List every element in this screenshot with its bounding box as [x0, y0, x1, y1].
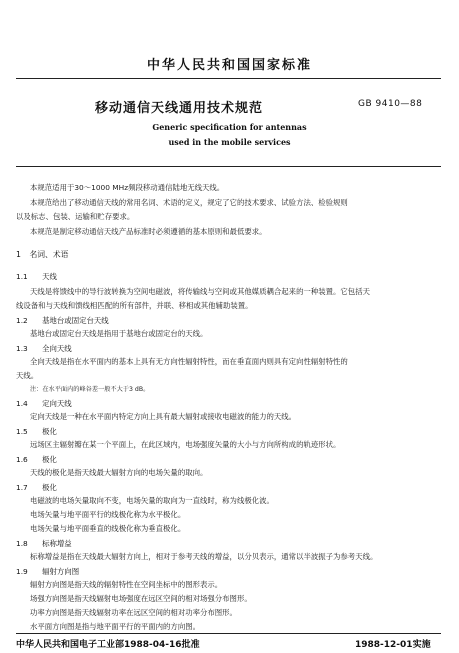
- term-title: 辐射方向图: [42, 567, 80, 576]
- approval-date: 中华人民共和国电子工业部1988-04-16批准: [16, 640, 200, 650]
- section-heading: [16, 249, 68, 260]
- term-title: 定向天线: [42, 399, 72, 408]
- term-heading: [16, 271, 57, 282]
- standard-name: 中华人民共和国国家标准: [146, 58, 312, 73]
- term-title: 基地台或固定台天线: [42, 316, 109, 325]
- term-heading: [16, 454, 57, 465]
- term-text: 电磁波的电场矢量取向不变，电场矢量的取向为一直线时，称为线极化波。: [30, 496, 274, 505]
- term-title: 全向天线: [42, 344, 72, 353]
- term-number: 1.7: [16, 483, 28, 492]
- term-text: 电场矢量与地平面平行的线极化称为水平极化。: [30, 510, 186, 519]
- english-title-line2: used in the mobile services: [168, 137, 291, 147]
- term-title: 极化: [42, 455, 57, 464]
- intro-line: 本规范适用于30～1000 MHz频段移动通信陆地无线天线。: [30, 183, 225, 192]
- header-rule: [16, 78, 441, 79]
- intro-line: 本规范给出了移动通信天线的常用名词、术语的定义，规定了它的技术要求、试验方法、检验规则: [30, 198, 348, 207]
- term-heading: [16, 315, 109, 326]
- term-heading: [16, 398, 72, 409]
- implementation-date: 1988-12-01实施: [355, 640, 431, 650]
- term-heading: [16, 566, 79, 577]
- term-text: 全向天线是指在水平面内的基本上具有无方向性辐射特性，而在垂直面内则具有定向性辐射特性的: [30, 357, 348, 366]
- term-heading: [16, 426, 57, 437]
- term-text: 水平面方向图是指与地平面平行的平面内的方向图。: [30, 622, 200, 631]
- term-text: 辐射方向图是指天线的辐射特性在空间坐标中的图形表示。: [30, 580, 223, 589]
- term-title: 极化: [42, 483, 57, 492]
- term-text: 线设备和与天线和馈线相匹配的所有部件，并联、移相或其他辅助装置。: [16, 301, 253, 310]
- term-heading: [16, 482, 57, 493]
- term-text: 天线。: [16, 371, 39, 380]
- term-text: 定向天线是一种在水平面内特定方向上具有最大辐射或接收电磁波的能力的天线。: [30, 412, 297, 421]
- term-number: 1.4: [16, 399, 28, 408]
- title-rule: [16, 166, 441, 167]
- term-text: 电场矢量与地平面垂直的线极化称为垂直极化。: [30, 524, 186, 533]
- english-title-line1: Generic specification for antennas: [152, 122, 307, 132]
- term-note: 注：在水平面内的峰谷差一般不大于3 dB。: [30, 386, 150, 393]
- term-number: 1.6: [16, 455, 28, 464]
- term-text: 天线是将馈线中的导行波转换为空间电磁波，将传输线与空间或其他媒质耦合起来的一种装置。它包括天: [30, 287, 370, 296]
- intro-line: 本规范是制定移动通信天线产品标准时必须遵循的基本原则和最低要求。: [30, 227, 267, 236]
- term-title: 标称增益: [42, 539, 72, 548]
- term-text: 天线的极化是指天线最大辐射方向的电场矢量的取向。: [30, 468, 208, 477]
- term-title: 极化: [42, 427, 57, 436]
- term-number: 1.9: [16, 567, 28, 576]
- term-number: 1.5: [16, 427, 28, 436]
- section-title: 名词、术语: [29, 250, 69, 259]
- section-number: 1: [16, 250, 21, 259]
- document-number: GB 9410—88: [358, 99, 423, 109]
- term-number: 1.1: [16, 272, 28, 281]
- term-number: 1.2: [16, 316, 28, 325]
- term-text: 标称增益是指在天线最大辐射方向上，相对于参考天线的增益，以分贝表示，通常以半波振子为参考天线。: [30, 552, 378, 561]
- term-heading: [16, 343, 72, 354]
- term-text: 远场区主辐射瓣在某一个平面上，在此区域内，电场强度矢量的大小与方向所构成的轨迹形状。: [30, 440, 341, 449]
- term-number: 1.3: [16, 344, 28, 353]
- footer-rule: [16, 633, 441, 634]
- term-text: 场强方向图是指天线辐射电场强度在远区空间的相对场强分布图形。: [30, 594, 252, 603]
- intro-line: 以及标志、包装、运输和贮存要求。: [16, 212, 135, 221]
- term-number: 1.8: [16, 539, 28, 548]
- term-heading: [16, 538, 72, 549]
- term-title: 天线: [42, 272, 57, 281]
- term-text: 基地台或固定台天线是指用于基地台或固定台的天线。: [30, 329, 208, 338]
- term-text: 功率方向图是指天线辐射功率在远区空间的相对功率分布图形。: [30, 608, 237, 617]
- document-title: 移动通信天线通用技术规范: [95, 101, 264, 116]
